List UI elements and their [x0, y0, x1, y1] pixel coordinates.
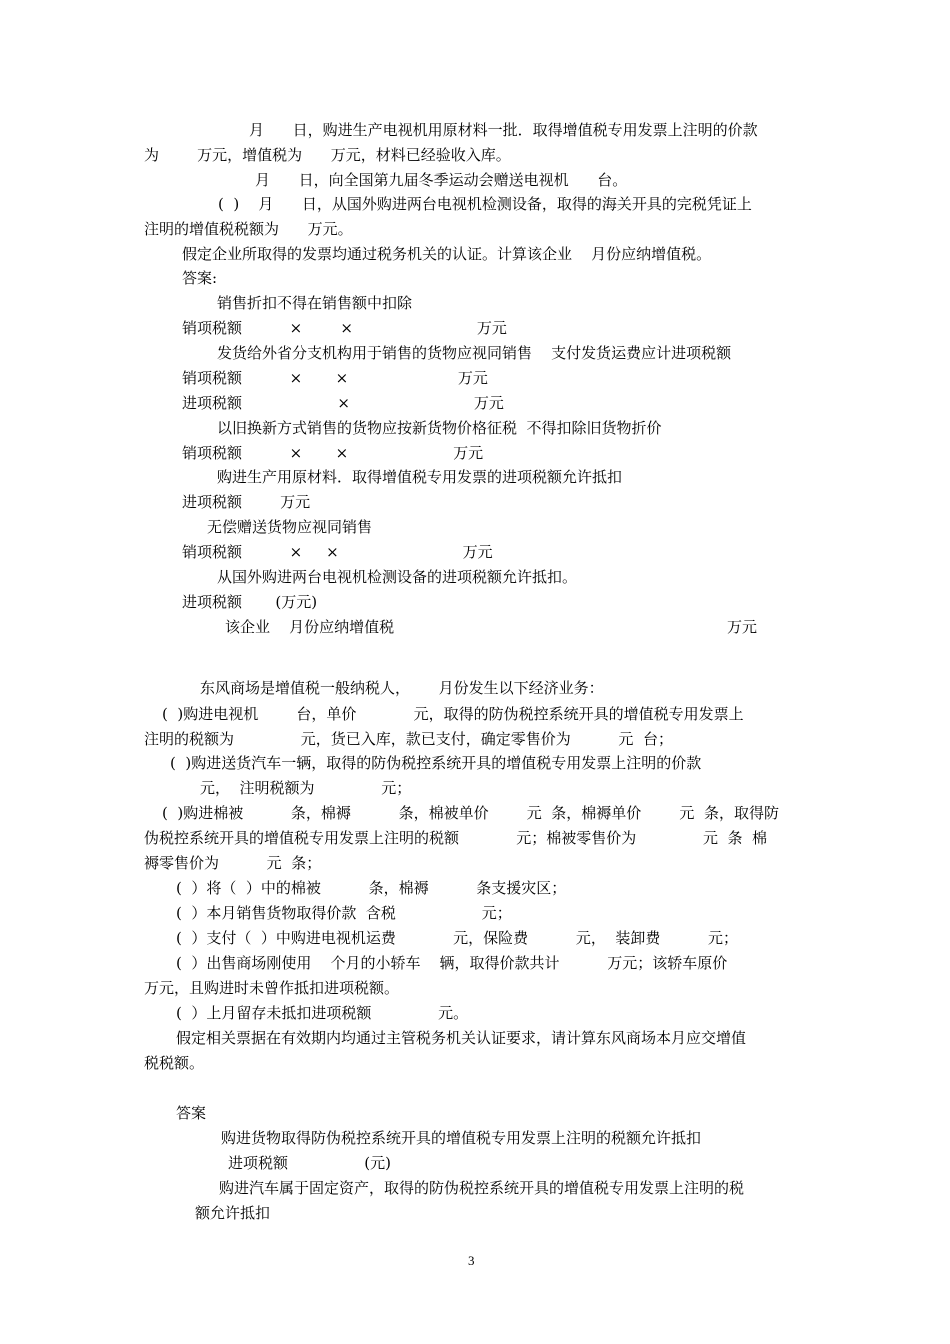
text-line: 月 日，购进生产电视机用原材料一批．取得增值税专用发票上注明的价款 [249, 121, 758, 139]
text-line: 该企业 月份应纳增值税 [225, 618, 395, 636]
formula-line: 销项税额 × × 万元 [182, 319, 507, 337]
text-line: ( )购进棉被 条，棉褥 条，棉被单价 元 条，棉褥单价 元 条，取得防 [162, 804, 779, 822]
text-line: 注明的增值税税额为 万元。 [144, 220, 353, 238]
unit-label: 万元 [727, 618, 758, 636]
text-line: 万元，且购进时未曾作抵扣进项税额。 [144, 979, 400, 997]
formula-line: 进项税额 万元 [182, 493, 311, 511]
text-line: ( ）本月销售货物取得价款 含税 元； [176, 904, 512, 922]
text-line: 元， 注明税额为 元； [200, 779, 412, 797]
text-line: 发货给外省分支机构用于销售的货物应视同销售 支付发货运费应计进项税额 [217, 344, 732, 362]
text-line: 税税额。 [144, 1054, 205, 1072]
formula-line: 进项税额 (元) [228, 1154, 391, 1172]
text-line: 假定企业所取得的发票均通过税务机关的认证。计算该企业 月份应纳增值税。 [182, 245, 712, 263]
answer-heading: 答案 [176, 1104, 207, 1122]
formula-line: 进项税额 × 万元 [182, 394, 504, 412]
page-number: 3 [468, 1253, 475, 1268]
formula-line: 进项税额 (万元) [182, 593, 318, 611]
text-line: 为 万元，增值税为 万元，材料已经验收入库。 [144, 146, 511, 164]
text-line: ( )购进送货汽车一辆，取得的防伪税控系统开具的增值税专用发票上注明的价款 [170, 754, 702, 772]
text-line: 购进汽车属于固定资产，取得的防伪税控系统开具的增值税专用发票上注明的税 [219, 1179, 745, 1197]
answer-heading: 答案: [182, 269, 218, 287]
text-line: 东风商场是增值税一般纳税人， 月份发生以下经济业务： [200, 679, 604, 697]
formula-line: 销项税额 × × 万元 [182, 444, 484, 462]
text-line: 销售折扣不得在销售额中扣除 [217, 294, 413, 312]
text-line: 以旧换新方式销售的货物应按新货物价格征税 不得扣除旧货物折价 [217, 419, 662, 437]
text-line: 月 日，向全国第九届冬季运动会赠送电视机 台。 [255, 171, 628, 189]
text-line: ( ）支付（ ）中购进电视机运费 元，保险费 元， 装卸费 元； [176, 929, 739, 947]
formula-line: 销项税额 × × 万元 [182, 369, 488, 387]
text-line: 注明的税额为 元，货已入库，款已支付，确定零售价为 元 台； [144, 730, 673, 748]
formula-line: 销项税额 × × 万元 [182, 543, 493, 561]
text-line: ( ) 月 日，从国外购进两台电视机检测设备，取得的海关开具的完税凭证上 [218, 195, 752, 213]
text-line: 购进货物取得防伪税控系统开具的增值税专用发票上注明的税额允许抵扣 [221, 1129, 702, 1147]
text-line: 从国外购进两台电视机检测设备的进项税额允许抵扣。 [217, 568, 578, 586]
text-line: 无偿赠送货物应视同销售 [207, 518, 373, 536]
text-line: ( )购进电视机 台，单价 元，取得的防伪税控系统开具的增值税专用发票上 [162, 705, 744, 723]
text-line: 伪税控系统开具的增值税专用发票上注明的税额 元；棉被零售价为 元 条 棉 [144, 829, 768, 847]
text-line: ( ）将（ ）中的棉被 条，棉褥 条支援灾区； [176, 879, 567, 897]
text-line: 假定相关票据在有效期内均通过主管税务机关认证要求，请计算东风商场本月应交增值 [176, 1029, 747, 1047]
text-line: ( ）出售商场刚使用 个月的小轿车 辆，取得价款共计 万元；该轿车原价 [176, 954, 728, 972]
text-line: 额允许抵扣 [195, 1204, 271, 1222]
text-line: 购进生产用原材料．取得增值税专用发票的进项税额允许抵扣 [217, 468, 623, 486]
text-line: ( ）上月留存未抵扣进项税额 元。 [176, 1004, 469, 1022]
text-line: 褥零售价为 元 条； [144, 854, 322, 872]
